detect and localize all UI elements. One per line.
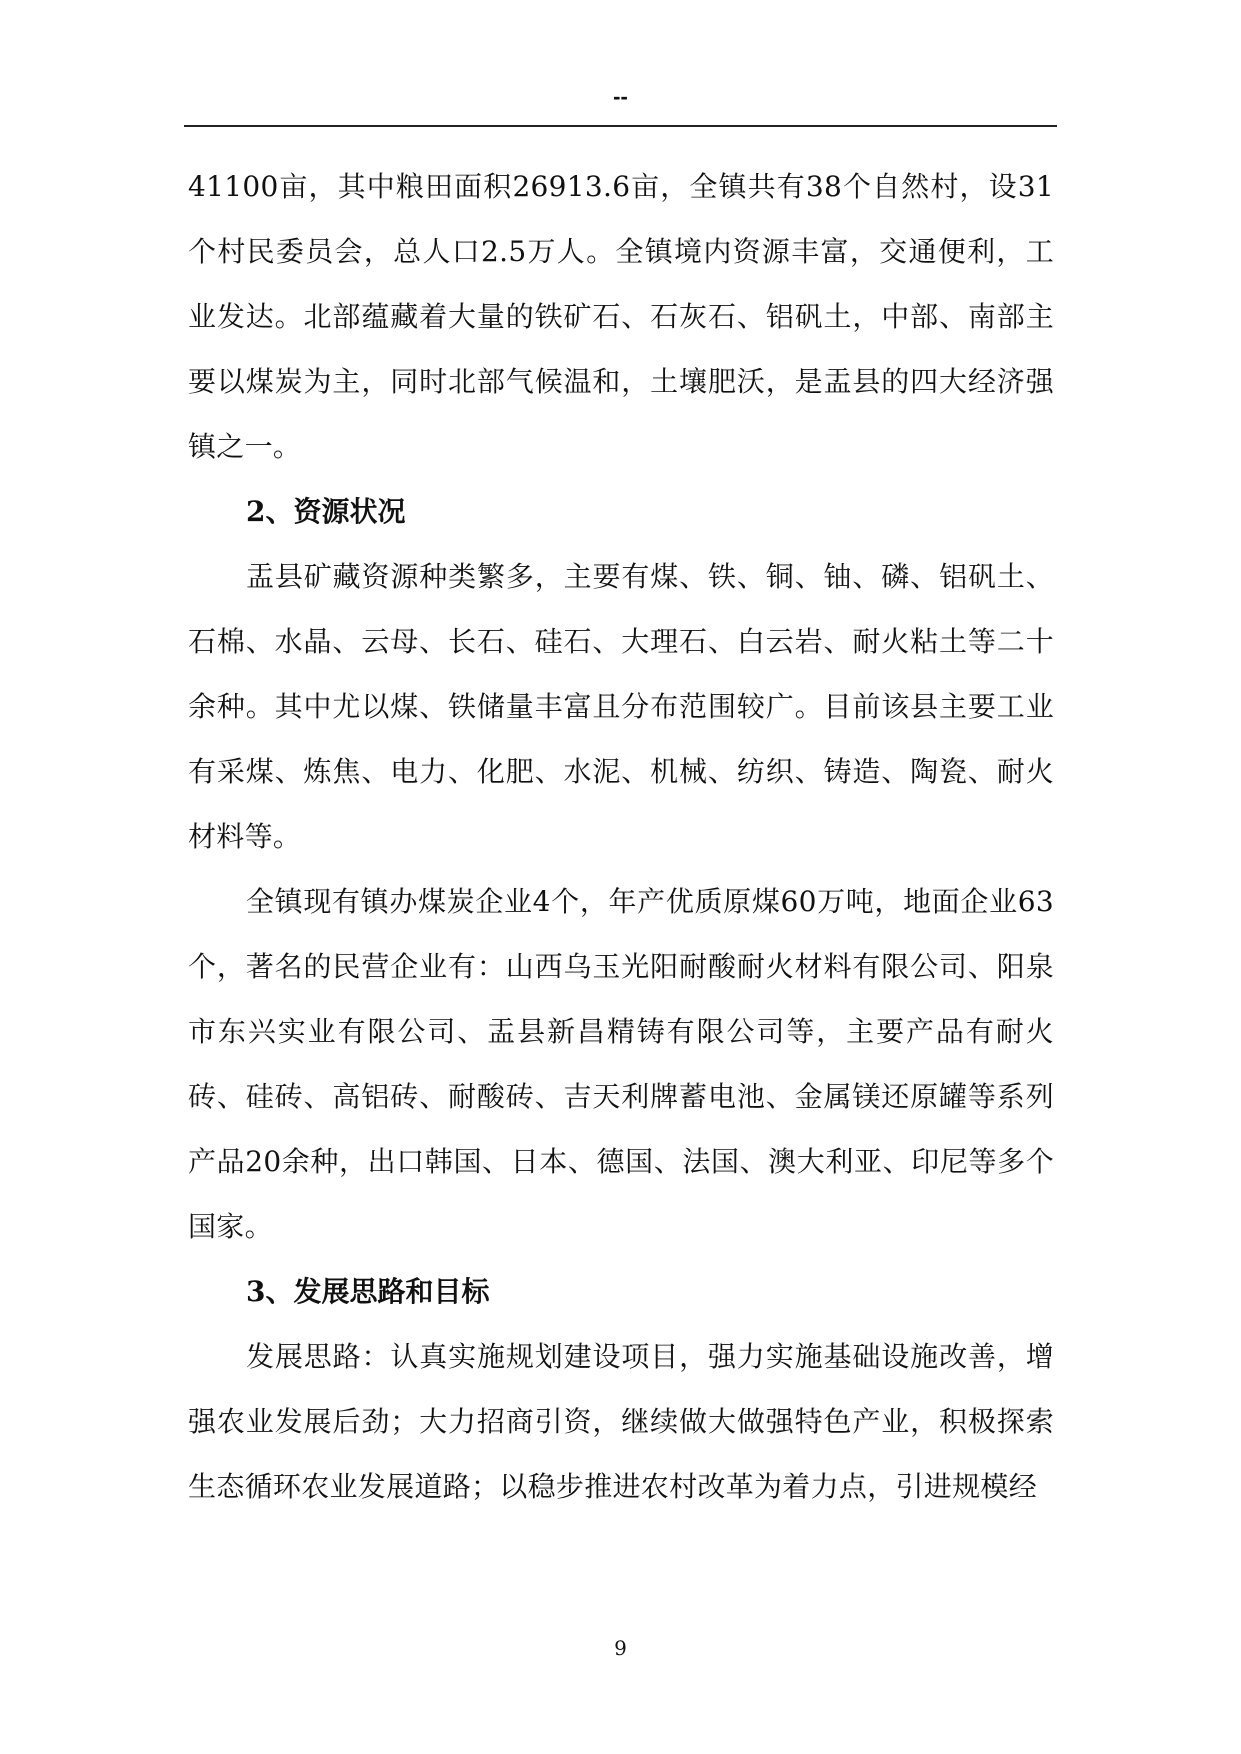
section-heading-resources: 2、资源状况 — [246, 495, 406, 528]
page-number: 9 — [614, 1636, 627, 1660]
header-rule — [184, 125, 1057, 127]
section-heading-development: 3、发展思路和目标 — [246, 1275, 490, 1308]
paragraph-town-overview: 41100亩，其中粮田面积26913.6亩，全镇共有38个自然村，设31个村民委员会，总人口2.5万人。全镇境内资源丰富，交通便利，工业发达。北部蕴藏着大量的铁矿石、石灰石、铝矾土，中部、南部主要以煤炭为主，同时北部气候温和，土壤肥沃，是盂县的四大经济强镇之一。 — [188, 170, 1054, 463]
paragraph-mineral-resources: 盂县矿藏资源种类繁多，主要有煤、铁、铜、铀、磷、铝矾土、石棉、水晶、云母、长石、硅石、大理石、白云岩、耐火粘土等二十余种。其中尤以煤、铁储量丰富且分布范围较广。目前该县主要工业有采煤、炼焦、电力、化肥、水泥、机械、纺织、铸造、陶瓷、耐火材料等。 — [188, 560, 1054, 853]
document-body — [188, 154, 1054, 1519]
paragraph-development-ideas: 发展思路：认真实施规划建设项目，强力实施基础设施改善，增强农业发展后劲；大力招商引资，继续做大做强特色产业，积极探索生态循环农业发展道路；以稳步推进农村改革为着力点，引进规模经 — [188, 1340, 1054, 1503]
paragraph-enterprises: 全镇现有镇办煤炭企业4个，年产优质原煤60万吨，地面企业63个，著名的民营企业有：山西乌玉光阳耐酸耐火材料有限公司、阳泉市东兴实业有限公司、盂县新昌精铸有限公司等，主要产品有耐火砖、硅砖、高铝砖、耐酸砖、吉天利牌蓄电池、金属镁还原罐等系列产品20余种，出口韩国、日本、德国、法国、澳大利亚、印尼等多个国家。 — [188, 885, 1054, 1243]
header-mark: -- — [613, 84, 628, 109]
